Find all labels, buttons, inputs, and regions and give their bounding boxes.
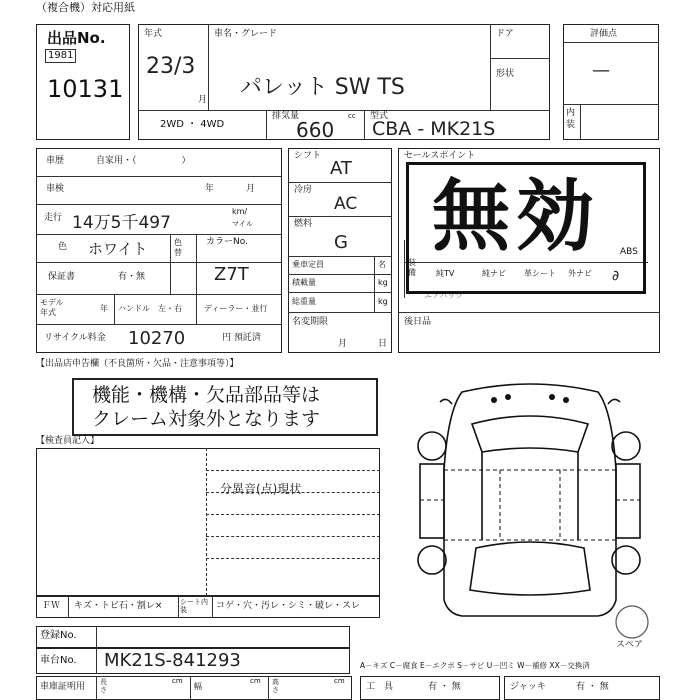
name-change-month: 月 <box>338 339 348 349</box>
model-year-label: モデル年式 <box>40 298 64 317</box>
color-no-value: Z7T <box>214 264 249 285</box>
late-items-label: 後日品 <box>404 317 432 327</box>
mileage-value: 14万5千497 <box>72 213 171 233</box>
recycle-label: リサイクル料金 <box>44 333 106 343</box>
name-change-day: 日 <box>378 339 388 349</box>
history-value: 自家用・（ ） <box>96 156 191 166</box>
grade-label: 評価点 <box>590 29 618 39</box>
equipment-label: 装備 <box>408 258 416 277</box>
jack-label: ジャッキ <box>510 682 546 692</box>
grade-value: — <box>592 60 610 81</box>
model-value: CBA - MK21S <box>372 118 496 140</box>
color-no-label: カラーNo. <box>206 237 248 247</box>
year-label: 年式 <box>144 29 163 39</box>
load-unit: kg <box>378 278 388 287</box>
month-label: 月 <box>198 95 208 105</box>
chassis-label: 車台No. <box>40 655 77 666</box>
equip-item-2: 純ナビ <box>482 269 506 278</box>
disclaimer-line-2: クレーム対象外となります <box>92 408 321 430</box>
equip-scribble: ∂ <box>612 268 620 284</box>
name-change-label: 名変期限 <box>292 317 329 327</box>
km-unit: km/ <box>232 207 248 216</box>
inspector-label: 【検査員記入】 <box>36 436 100 446</box>
dim-height: 高さ <box>272 678 279 695</box>
fuel-value: G <box>334 232 348 253</box>
tools-options: 有 ・ 無 <box>428 682 461 692</box>
inspection-year-unit: 年 <box>205 184 215 194</box>
inspector-note: 分異音(点)現状 <box>220 482 302 496</box>
gross-label: 総重量 <box>292 297 316 306</box>
gross-unit: kg <box>378 297 388 306</box>
void-stamp: 無効 <box>432 172 601 262</box>
dim-length: 長さ <box>100 678 107 695</box>
name-label: 車名・グレード <box>214 29 278 39</box>
cc-unit: cc <box>348 112 356 120</box>
seller-notes-label: 【出品店申告欄（不良箇所・欠品・注意事項等）】 <box>36 359 239 369</box>
warranty-options: 有・無 <box>118 272 146 282</box>
equip-item-3: 革シート <box>524 269 556 278</box>
ac-label: 冷房 <box>294 185 313 195</box>
jack-options: 有 ・ 無 <box>576 682 609 692</box>
displacement-label: 排気量 <box>272 111 300 121</box>
shift-value: AT <box>330 158 352 179</box>
warranty-label: 保証書 <box>48 272 76 282</box>
seat-items: コゲ・穴・汚レ・シミ・破レ・スレ <box>216 601 361 611</box>
model-year-unit: 年 <box>100 304 108 313</box>
name-value: パレット SW TS <box>240 75 405 100</box>
door-label: ドア <box>496 29 514 39</box>
fw-label: ＦＷ <box>42 601 61 611</box>
interior-label: 内装 <box>566 108 576 130</box>
disclaimer-line-1: 機能・機構・欠品部品等は <box>92 384 321 406</box>
capacity-unit: 名 <box>378 260 386 269</box>
chassis-value: MK21S-841293 <box>104 650 241 671</box>
inspection-label: 車検 <box>46 184 65 194</box>
color-value: ホワイト <box>88 240 148 258</box>
history-label: 車歴 <box>46 156 65 166</box>
lot-number: 10131 <box>47 75 124 103</box>
equip-item-1: 純TV <box>436 269 455 278</box>
year-value: 23/3 <box>146 54 196 79</box>
shift-label: シフト <box>294 151 322 161</box>
handle-label: ハンドル 左・右 <box>118 304 182 313</box>
equip-note: エアバッグ <box>424 291 464 300</box>
cert-label: 車庫証明用 <box>40 682 86 692</box>
displacement-value: 660 <box>296 118 335 142</box>
lot-label: 出品No. <box>47 29 106 47</box>
sales-point-label: セールスポイント <box>404 151 476 161</box>
capacity-label: 乗車定員 <box>292 260 324 269</box>
spare-label: スペア <box>616 640 644 650</box>
registration-label: 登録No. <box>40 630 77 641</box>
dim-length-unit: cm <box>172 677 183 685</box>
mile-unit: マイル <box>232 220 253 228</box>
load-label: 積載量 <box>292 278 316 287</box>
abs-label: ABS <box>620 247 638 257</box>
damage-legend: A－キズ C－腐食 E－エクボ S－サビ U－凹ミ W－補修 XX－交換済 <box>360 661 590 670</box>
form-type-label: （複合機）対応用紙 <box>36 1 135 14</box>
dim-width: 幅 <box>194 682 202 691</box>
dealer-label: ディーラー・並行 <box>204 304 268 313</box>
shape-label: 形状 <box>496 69 515 79</box>
ac-value: AC <box>334 194 358 214</box>
lot-code: 1981 <box>45 49 76 63</box>
fw-items: キズ・トビ石・割レ× <box>74 601 163 611</box>
model-label: 型式 <box>370 111 389 121</box>
dim-width-unit: cm <box>250 677 261 685</box>
color-change-label: 色替 <box>174 238 182 258</box>
fuel-label: 燃料 <box>294 219 313 229</box>
tools-label: 工 具 <box>366 682 394 692</box>
recycle-value: 10270 <box>128 328 186 349</box>
seat-label: シート内装 <box>180 598 208 615</box>
recycle-unit: 円 預託済 <box>222 333 261 343</box>
mileage-label: 走行 <box>44 213 63 223</box>
color-label: 色 <box>58 242 68 252</box>
equip-item-4: 外ナビ <box>568 269 592 278</box>
dim-height-unit: cm <box>334 677 345 685</box>
inspection-month-unit: 月 <box>246 184 256 194</box>
registration-row <box>36 626 350 648</box>
drive-label: 2WD ・ 4WD <box>160 119 225 130</box>
